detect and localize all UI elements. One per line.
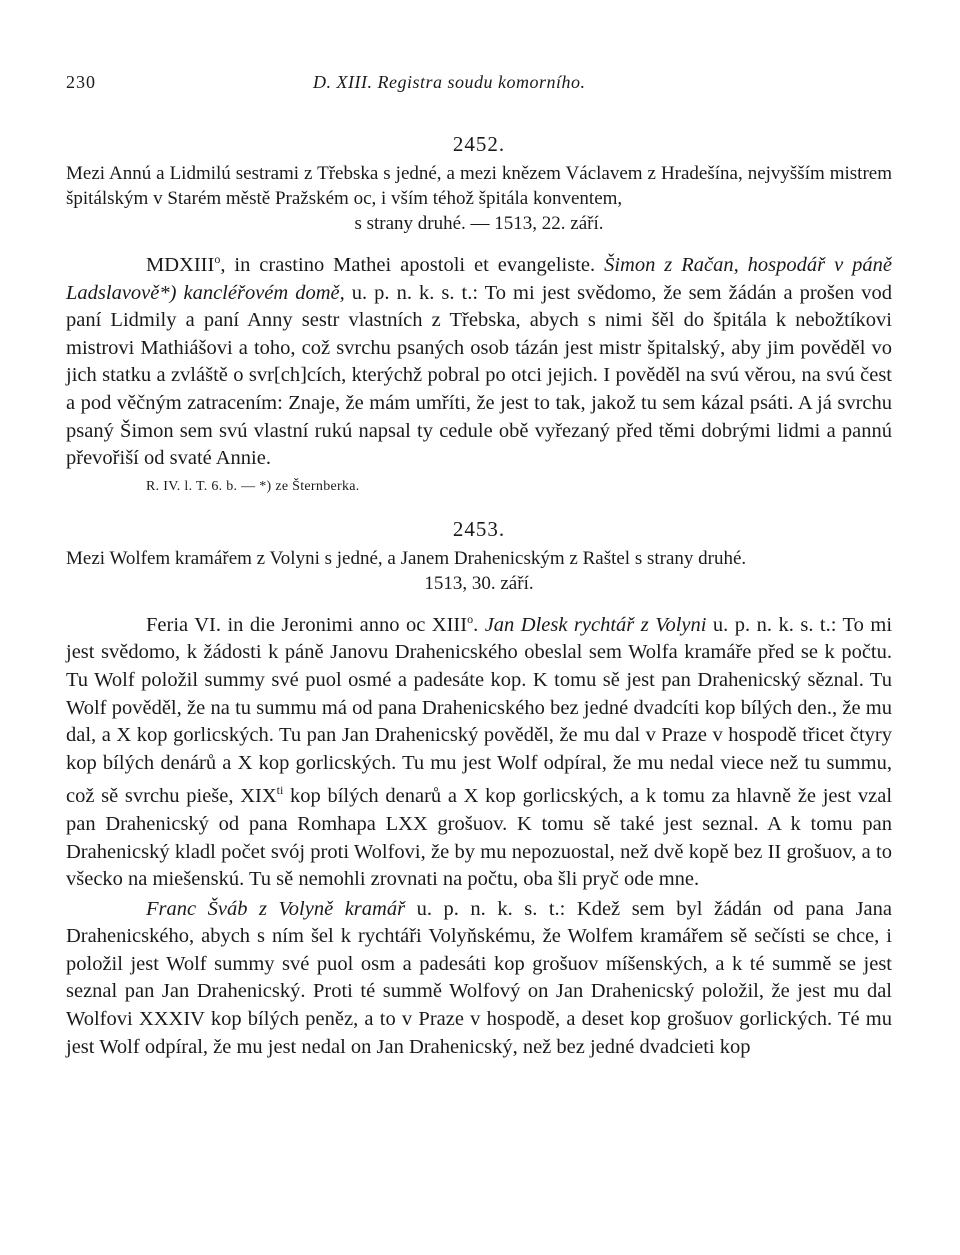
regest-last-line: s strany druhé. — 1513, 22. září.	[354, 213, 604, 234]
entry-date: 1513, 30. září.	[424, 572, 534, 594]
regest-text: Mezi Annú a Lidmilú sestrami z Třebska s jedné, a mezi knězem Václavem z Hradešína, nejvyšším mistrem špitálským v Starém městě Pražském oc, i vším téhož špitála konventem,	[66, 163, 892, 209]
entry-body-paragraph	[66, 896, 892, 1062]
entry-body-paragraph	[66, 606, 892, 894]
witness-name: Franc Šváb z Volyně kramář	[146, 897, 406, 920]
body-text: kop bílých denarů a X kop gorlicských, a k tomu za hlavně že jest vzal pan Drahenicský od pana Romhapa LXX grošuov. K tomu sě také jest seznal. A k tomu pan Drahenicský kladl počet svój proti Wolfovi, že by mu nepozuostal, než dvě kopě bez II grošuov, a to všecko na miešenskú. Tu sě nemohli zrovnati na počtu, oba šli pryč ode mne.	[66, 785, 893, 891]
body-text: .	[473, 613, 485, 636]
body-text: u. p. n. k. s. t.: To mi jest svědomo, k žádosti k páně Janovu Drahenicského obeslal sem Wolfa kramáře před se k počtu. Tu Wolf položil summy své puol osmé a padesáte kop. K tomu sě jest pan Drahenicský sěznal. Tu Wolf pověděl, že na tu summu má od pana Drahenicského bez jedné dvadcíti kop bílých den., že mu dal, a X kop gorlicských. Tu pan Jan Drahenicský pověděl, že mu dal v Praze v hospodě třicet čtyry kop bílých denárů a X kop gorlicských. Tu mu jest Wolf odpíral, že mu nedal viece než tu summu, což sě svrchu pieše, XIX	[66, 613, 893, 808]
page-header	[66, 60, 892, 94]
body-text: u. p. n. k. s. t.: To mi jest svědomo, že sem žádán a prošen vod paní Lidmily a paní Anny sestr vlastních z Třebska, abych s nimi šěl do špitála k nebožtíkovi mistrovi Mathiášovi a toho, což svrchu psaných osob tázán jest mistr špitalský, aby jim pověděl vo jich statku a zvláště o svr[ch]cích, kterýchž pobral po otci jejich. I pověděl na svú věrou, na svú čest a pod věčným zatracením: Znaje, že mám umříti, že jest to tak, jakož tu sem kázal psáti. A já svrchu psaný Šimon sem svú vlastní rukú napsal ty cedule obě vyřezaný před těmi dobrými lidmi a pannú převořiší od svaté Annie.	[66, 281, 892, 470]
body-text: , in crastino Mathei apostoli et evangeliste.	[220, 254, 605, 276]
body-text: Feria VI. in die Jeronimi anno oc XIII	[146, 613, 468, 636]
entry-regest	[66, 161, 892, 211]
running-title: D. XIII. Registra soudu komorního.	[313, 72, 586, 92]
document-page	[66, 60, 892, 1061]
regest-text: Mezi Wolfem kramářem z Volyni s jedné, a Janem Drahenicským z Raštel s strany druhé.	[66, 547, 747, 569]
superscript: o	[467, 611, 474, 626]
body-text: MDXIII	[146, 254, 215, 276]
entry-number: 2453.	[452, 516, 506, 541]
source-note: R. IV. l. T. 6. b. — *) ze Šternberka.	[146, 478, 360, 494]
superscript: o	[214, 252, 221, 266]
entry-body-paragraph	[66, 246, 892, 473]
witness-name: Jan Dlesk rychtář z Volyni	[484, 613, 707, 636]
witness-name: Šimon z Račan, hospodář v páně Ladslavově*) kancléřovém domě,	[66, 254, 892, 304]
entry-regest	[66, 546, 892, 571]
entry-number: 2452.	[452, 132, 506, 156]
body-text: u. p. n. k. s. t.: Kdež sem byl žádán od pana Jana Drahenicského, abych s ním šel k rychtáři Volyňskému, že Wolfem kramářem sě sečísti se chce, i položil jest Wolf summy své puol osm a padesáti kop grošuov míšenských, a k té summě se jest seznal pan Jan Drahenicský. Proti té summě Wolfový on Jan Drahenicský položil, že jest mu dal Wolfovi XXXIV kop bílých peněz, a to v Praze v hospodě, a deset kop grošuov gorlických. Té mu jest Wolf odpíral, že mu jest nedal on Jan Drahenicský, než bez jedné dvadcieti kop	[66, 897, 892, 1058]
page-number: 230	[66, 72, 96, 92]
superscript: ti	[276, 783, 284, 798]
